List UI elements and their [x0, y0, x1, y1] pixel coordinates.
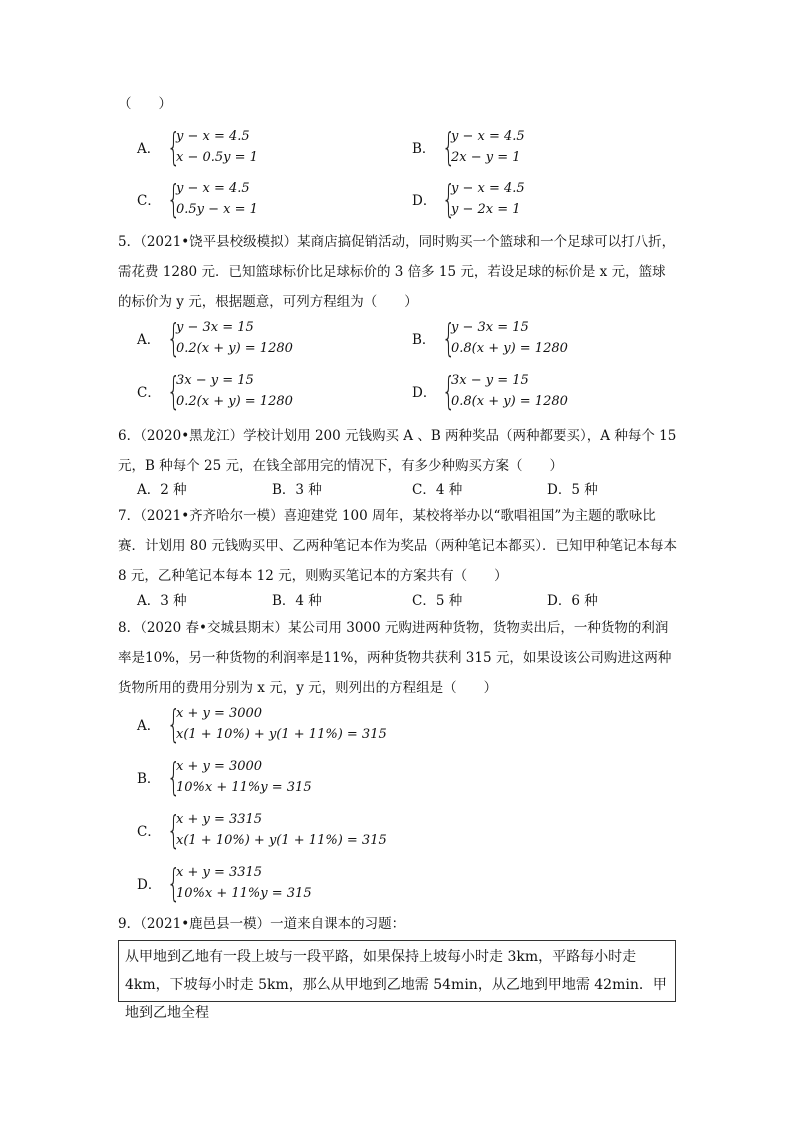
brace-icon: {	[442, 369, 456, 413]
equation: y − x = 4.5	[451, 181, 525, 196]
equation: 0.2(x + y) = 1280	[176, 341, 293, 356]
brace-icon: {	[442, 316, 456, 360]
option-label: A．	[137, 332, 161, 348]
equation: 0.5y − x = 1	[176, 202, 258, 217]
equation: 10%x + 11%y = 315	[176, 780, 312, 795]
option-label: C．	[137, 193, 161, 209]
brace-icon: {	[167, 861, 181, 905]
equation: y − x = 4.5	[451, 129, 525, 144]
q4-option-c	[137, 178, 258, 220]
q6-option-d: D．5 种	[547, 482, 598, 498]
option-label: A．	[137, 718, 161, 734]
option-label: C．	[137, 385, 161, 401]
option-label: B．	[412, 141, 436, 157]
q4-answer-paren: （ ）	[118, 96, 172, 112]
equation: x − 0.5y = 1	[176, 150, 258, 165]
brace-icon: {	[442, 125, 456, 169]
brace-icon: {	[167, 125, 181, 169]
equation: x(1 + 10%) + y(1 + 11%) = 315	[176, 727, 387, 742]
equation: x + y = 3315	[176, 812, 263, 827]
equation: 0.8(x + y) = 1280	[451, 394, 568, 409]
q5-option-b	[412, 317, 568, 359]
q4-option-d	[412, 178, 525, 220]
brace-icon: {	[167, 316, 181, 360]
option-label: D．	[412, 385, 437, 401]
option-label: A．	[137, 141, 161, 157]
q8-option-b	[137, 756, 312, 798]
q5-option-c	[137, 370, 293, 412]
equation: x + y = 3315	[176, 865, 263, 880]
equation: 0.2(x + y) = 1280	[176, 394, 293, 409]
equation: x + y = 3000	[176, 706, 263, 721]
brace-icon: {	[167, 808, 181, 852]
equation: 3x − y = 15	[451, 373, 529, 388]
q7-option-a: A．3 种	[137, 593, 187, 609]
option-label: C．	[137, 824, 161, 840]
equation: y − 3x = 15	[176, 320, 254, 335]
option-label: D．	[137, 877, 162, 893]
q5-option-d	[412, 370, 568, 412]
q6-question-text: 6．（2020•黑龙江）学校计划用 200 元钱购买 A 、B 两种奖品（两种都要买），A 种每个 15 元，B 种每个 25 元，在钱全部用完的情况下，有多少种购买方案（ ）	[118, 428, 677, 474]
equation: 3x − y = 15	[176, 373, 254, 388]
q4-option-a	[137, 126, 258, 168]
q8-option-a	[137, 703, 387, 745]
equation: y − 2x = 1	[451, 202, 521, 217]
q6-option-c: C．4 种	[412, 482, 463, 498]
brace-icon: {	[167, 177, 181, 221]
q9-textbook-problem-box: 从甲地到乙地有一段上坡与一段平路，如果保持上坡每小时走 3km，平路每小时走 4km，下坡每小时走 5km，那么从甲地到乙地需 54min，从乙地到甲地需 42min．甲地到乙地全程	[118, 940, 676, 1002]
q4-option-b	[412, 126, 525, 168]
brace-icon: {	[442, 177, 456, 221]
q9-question-text: 9．（2021•鹿邑县一模）一道来自课本的习题：	[118, 916, 406, 932]
q6-option-a: A．2 种	[137, 482, 187, 498]
q7-option-b: B．4 种	[272, 593, 322, 609]
q6-option-b: B．3 种	[272, 482, 322, 498]
brace-icon: {	[167, 369, 181, 413]
equation: x(1 + 10%) + y(1 + 11%) = 315	[176, 833, 387, 848]
brace-icon: {	[167, 702, 181, 746]
equation: x + y = 3000	[176, 759, 263, 774]
equation: 0.8(x + y) = 1280	[451, 341, 568, 356]
q7-option-c: C．5 种	[412, 593, 463, 609]
option-label: B．	[412, 332, 436, 348]
equation: y − x = 4.5	[176, 181, 250, 196]
q5-option-a	[137, 317, 293, 359]
q7-option-d: D．6 种	[547, 593, 598, 609]
q8-question-text: 8．（2020 春•交城县期末）某公司用 3000 元购进两种货物，货物卖出后，一种货物的利润率是10%，另一种货物的利润率是11%，两种货物共获利 315 元，如果设该公司购进这两种货物所用的费用分别为 x 元，y 元，则列出的方程组是（ ）	[118, 620, 672, 696]
equation: y − 3x = 15	[451, 320, 529, 335]
equation: 2x − y = 1	[451, 150, 521, 165]
equation: y − x = 4.5	[176, 129, 250, 144]
option-label: B．	[137, 771, 161, 787]
q5-question-text: 5．（2021•饶平县校级模拟）某商店搞促销活动，同时购买一个篮球和一个足球可以打八折，需花费 1280 元．已知篮球标价比足球标价的 3 倍多 15 元，若设足球的标价是 x 元，篮球的标价为 y 元，根据题意，可列方程组为（ ）	[118, 234, 676, 310]
q8-option-c	[137, 809, 387, 851]
brace-icon: {	[167, 755, 181, 799]
q7-question-text: 7．（2021•齐齐哈尔一模）喜迎建党 100 周年，某校将举办以“歌唱祖国”为主题的歌咏比赛．计划用 80 元钱购买甲、乙两种笔记本作为奖品（两种笔记本都买）．已知甲种笔记本每本 8 元，乙种笔记本每本 12 元，则购买笔记本的方案共有（ ）	[118, 508, 678, 584]
q8-option-d	[137, 862, 312, 904]
equation: 10%x + 11%y = 315	[176, 886, 312, 901]
option-label: D．	[412, 193, 437, 209]
